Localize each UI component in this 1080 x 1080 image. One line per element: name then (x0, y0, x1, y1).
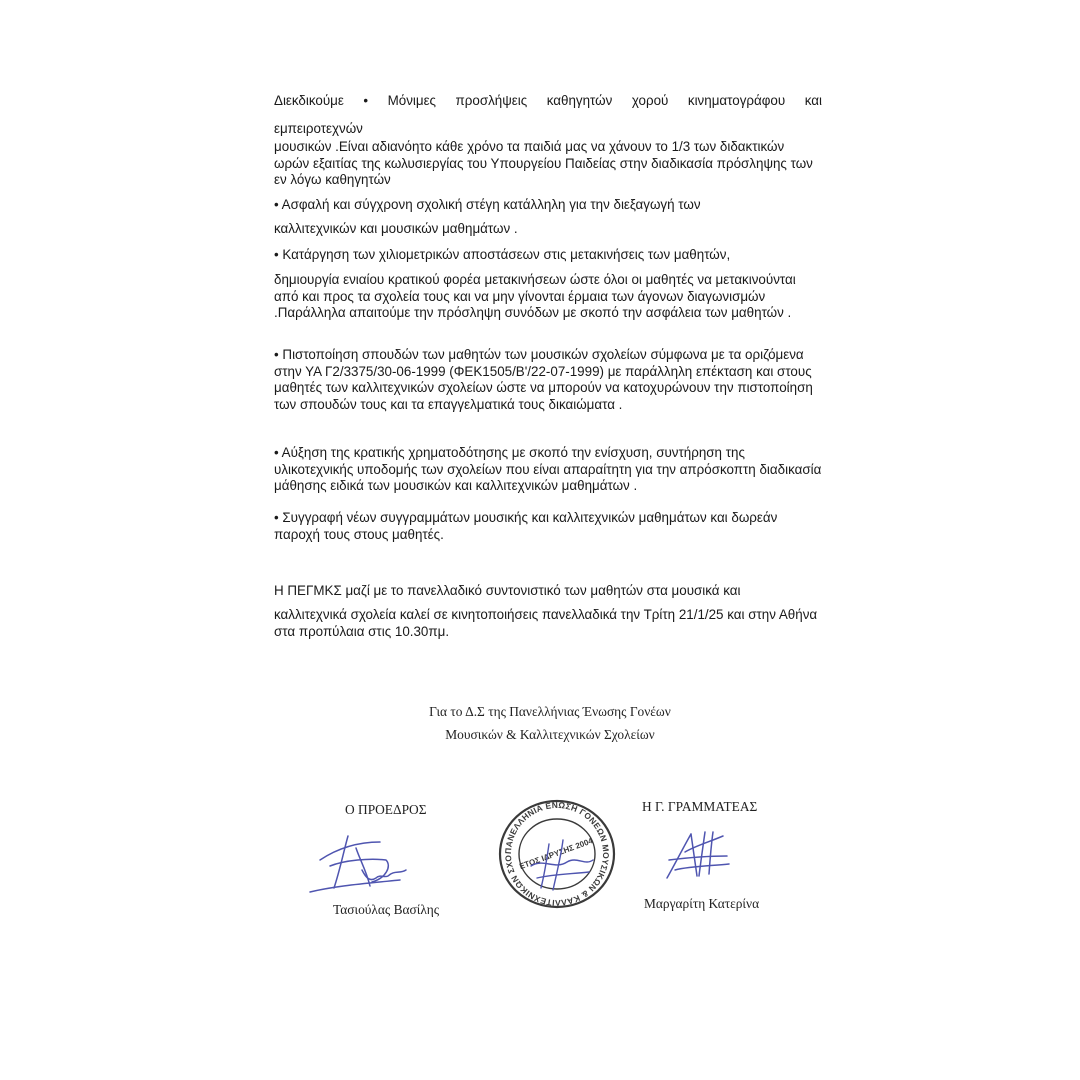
demand-textbooks-text: • Συγγραφή νέων συγγραμμάτων μουσικής και καλλιτεχνικών μαθημάτων και δωρεάν παροχή τους στους μαθητές. (274, 510, 778, 542)
demand-teachers-text: μουσικών .Είναι αδιανόητο κάθε χρόνο τα παιδιά μας να χάνουν το 1/3 των διδακτικών ωρών εξαιτίας της κωλυσιεργίας του Υπουργείου Παιδείας στην διαδικασία πρόσληψης των εν λόγω καθηγητών (274, 139, 813, 188)
demand-funding-text: • Αύξηση της κρατικής χρηματοδότησης με σκοπό την ενίσχυση, συντήρηση της υλικοτεχνικής υποδομής των σχολείων που είναι απαραίτητη για την απρόσκοπτη διαδικασία μάθησης ειδικά των μουσικών και καλλιτεχνικών μαθημάτων . (274, 445, 822, 494)
president-signature (300, 830, 420, 900)
secretary-name: Μαργαρίτη Κατερίνα (644, 896, 760, 911)
secretary-signature (655, 826, 745, 886)
demand-teachers-line2: εμπειροτεχνών (274, 121, 363, 136)
demand-transport-line1: • Κατάργηση των χιλιομετρικών αποστάσεων στις μετακινήσεις των μαθητών, (274, 247, 731, 262)
demand-transport-text: δημιουργία ενιαίου κρατικού φορέα μετακινήσεων ώστε όλοι οι μαθητές να μετακινούνται από και προς τα σχολεία τους και να μην γίνονται έρμαια των άγονων διαγωνισμών .Παράλληλα απαιτούμε την πρόσληψη συνόδων με σκοπό την ασφάλεια των μαθητών . (274, 272, 796, 321)
president-title: Ο ΠΡΟΕΔΡΟΣ (345, 802, 427, 817)
organization-seal (493, 792, 617, 910)
demand-school-building-line2: καλλιτεχνικών και μουσικών μαθημάτων . (274, 221, 518, 236)
mobilization-text: καλλιτεχνικά σχολεία καλεί σε κινητοποιήσεις πανελλαδικά την Τρίτη 21/1/25 και στην Αθήνα στα προπύλαια στις 10.30πμ. (274, 607, 818, 639)
secretary-title: Η Γ. ΓΡΑΜΜΑΤΕΑΣ (642, 799, 758, 814)
mobilization-line1: Η ΠΕΓΜΚΣ μαζί με το πανελλαδικό συντονιστικό των μαθητών στα μουσικά και (274, 583, 741, 598)
seal-ring-text: ΠΑΝΕΛΛΗΝΙΑ ΕΝΩΣΗ ΓΟΝΕΩΝ ΜΟΥΣΙΚΩΝ & ΚΑΛΛΙΤΕΧΝΙΚΩΝ ΣΧΟΛΕΙΩΝ (493, 792, 612, 909)
demand-school-building-line1: • Ασφαλή και σύγχρονη σχολική στέγη κατάλληλη για την διεξαγωγή των (274, 197, 701, 212)
demand-teachers-line1: Διεκδικούμε • Μόνιμες προσλήψεις καθηγητών χορού κινηματογράφου και (274, 93, 822, 108)
demand-certification-text: • Πιστοποίηση σπουδών των μαθητών των μουσικών σχολείων σύμφωνα με τα οριζόμενα στην ΥΑ Γ2/3375/30-06-1999 (ΦΕΚ1505/Β'/22-07-1999) με παράλληλη επέκταση και στους μαθητές των καλλιτεχνικών σχολείων ώστε να μπορούν να κατοχυρώνουν την πιστοποίηση των σπουδών τους και τα επαγγελματικά τους δικαιώματα . (274, 347, 813, 412)
signature-header-line2: Μουσικών & Καλλιτεχνικών Σχολείων (445, 727, 655, 742)
signature-header-line1: Για το Δ.Σ της Πανελλήνιας Ένωσης Γονέων (429, 704, 671, 719)
seal-center-text: ΕΤΟΣ ΙΔΡΥΣΗΣ 2004 (518, 836, 595, 872)
president-name: Τασιούλας Βασίλης (333, 902, 440, 917)
